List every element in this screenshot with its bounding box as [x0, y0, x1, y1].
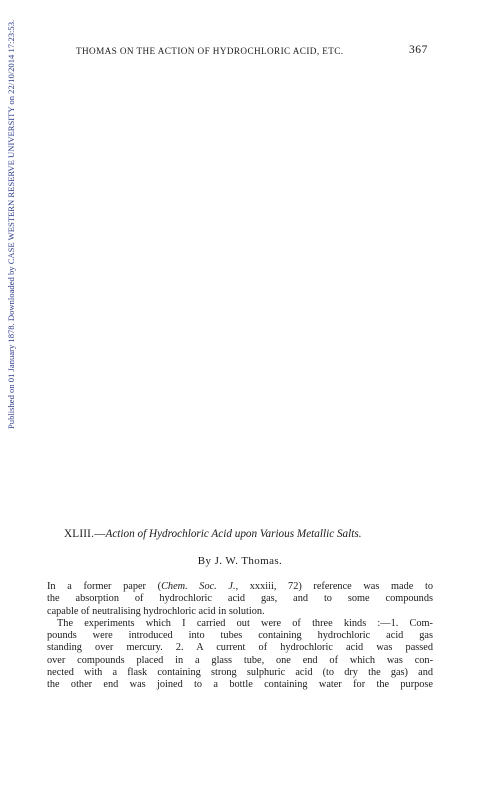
body-line: pounds were introduced into tubes containing hydrochloric acid gas [47, 630, 433, 642]
running-head-title: THOMAS ON THE ACTION OF HYDROCHLORIC ACID, ETC. [76, 46, 344, 56]
body-line: capable of neutralising hydrochloric acid in solution. [47, 605, 265, 617]
body-line: the other end was joined to a bottle containing water for the purpose [47, 679, 433, 691]
body-line: standing over mercury. 2. A current of hydrochloric acid was passed [47, 642, 433, 654]
article-title-text: Action of Hydrochloric Acid upon Various Metallic Salts. [105, 528, 362, 540]
body-line: The experiments which I carried out were of three kinds :—1. Com- [57, 617, 433, 629]
author-byline: By J. W. Thomas. [197, 555, 283, 567]
article-number: XLIII.— [64, 528, 106, 540]
page-number: 367 [408, 44, 428, 56]
running-head [70, 44, 442, 60]
body-line: In a former paper (Chem. Soc. J., xxxiii, 72) reference was made to [47, 581, 433, 592]
body-text [47, 581, 433, 692]
download-watermark: Published on 01 January 1878. Downloaded by CASE WESTERN RESERVE UNIVERSITY on 22/10/2014 17:23:53. [6, 20, 16, 430]
body-line: nected with a flask containing strong sulphuric acid (to dry the gas) and [47, 667, 433, 679]
body-line: over compounds placed in a glass tube, one end of which was con- [47, 654, 433, 666]
body-line: the absorption of hydrochloric acid gas, and to some compounds [47, 593, 433, 605]
article-title [64, 528, 444, 540]
